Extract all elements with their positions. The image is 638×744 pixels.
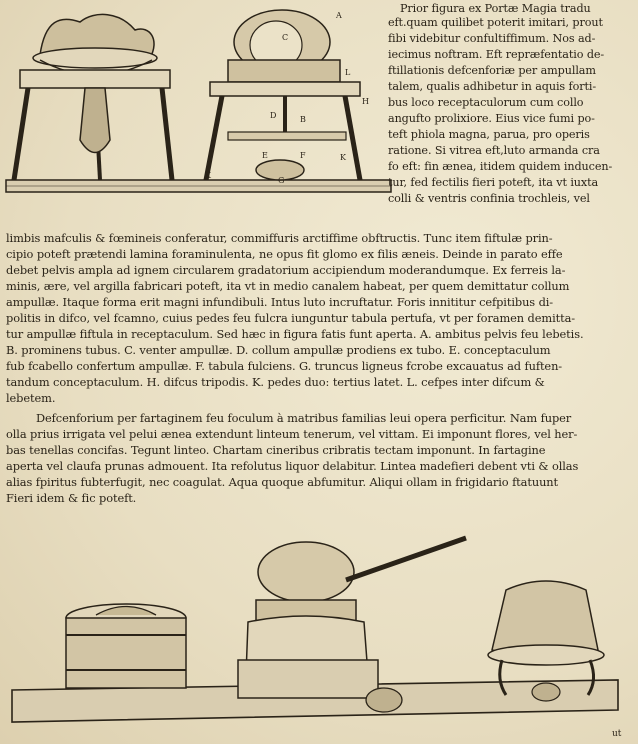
bottom-woodcut-figure — [6, 510, 626, 742]
text-line: fub fcabello confertum ampullæ. F. tabula fulciens. G. truncus ligneus fcrobe excauatus ad fuften- — [6, 359, 563, 373]
text-line: limbis mafculis & fœmineis conferatur, commiffuris arctiffime obftructis. Tunc item fiftulæ prin- — [6, 231, 553, 245]
text-line: tur ampullæ fiftula in receptaculum. Sed hæc in figura fatis funt aperta. A. ambitus pelvis feu lebetis. — [6, 327, 584, 341]
label-K: K — [205, 171, 211, 180]
text-line: debet pelvis ampla ad ignem circularem gradatorium accipiendum moderandumque. Ex ferreis la- — [6, 263, 566, 277]
text-line: alias fpiritus fubterfugit, nec coagulat. Aqua quoque abfumitur. Aliqui ollam in frigidario ftatuunt — [6, 475, 559, 489]
label-H: H — [362, 97, 369, 106]
label-L: L — [345, 68, 351, 77]
text-line: tur, fed fectilis fieri poteft, ita vt iuxta — [388, 176, 599, 189]
text-line: bus loco receptaculorum cum collo — [388, 96, 584, 109]
text-line: Prior figura ex Portæ Magia tradu — [400, 2, 591, 15]
label-F: F — [300, 151, 306, 160]
text-line: cipio poteft prætendi lamina foraminulenta, ne opus fit glomo ex filis æneis. Deinde in parato effe — [6, 247, 563, 261]
text-line: ampullæ. Itaque forma erit magni infundibuli. Intus luto incruftatur. Foris innititur cefpitibus di- — [6, 295, 554, 309]
label-B: B — [300, 115, 306, 124]
text-line: lebetem. — [6, 391, 56, 405]
label-C: C — [282, 33, 289, 42]
text-line: Defcenforium per fartaginem feu foculum à matribus familias leui opera perficitur. Nam fuper — [36, 411, 572, 425]
text-line: aperta vel claufa prunas admouent. Ita refolutus liquor delabitur. Lintea madefieri debent vti & ollas — [6, 459, 579, 473]
text-line: ftillationis defcenforiæ per ampullam — [388, 64, 596, 77]
text-line: angufto prolixiore. Eius vice fumi po- — [388, 112, 595, 125]
label-K2: K — [340, 153, 346, 162]
text-line: tandum conceptaculum. H. difcus tripodis. K. pedes duo: tertius latet. L. cefpes inter difcum & — [6, 375, 545, 389]
text-line: Fieri idem & fic poteft. — [6, 491, 137, 505]
text-line: eft.quam quilibet poterit imitari, prout — [388, 16, 603, 29]
text-line: talem, qualis adhibetur in aquis forti- — [388, 80, 597, 93]
label-G: G — [278, 176, 285, 185]
top-woodcut-figure — [0, 0, 400, 228]
footer-fragment: ut — [612, 729, 622, 739]
text-line: olla prius irrigata vel pelui ænea extendunt linteum tenerum, vel vittam. Ei imponunt flores, vel her- — [6, 427, 578, 441]
text-line: politis in difco, vel fcamno, cuius pedes feu fulcra iunguntur tabula pertufa, vt per foramen demitta- — [6, 311, 576, 325]
text-line: colli & ventris confinia trochleis, vel — [388, 192, 590, 205]
label-E: E — [262, 151, 268, 160]
label-D: D — [270, 111, 277, 120]
text-line: teft phiola magna, parua, pro operis — [388, 128, 590, 141]
text-line: minis, ære, vel argilla fabricari poteft, ita vt in medio canalem habeat, per quem demittatur collum — [6, 279, 570, 293]
text-line: ratione. Si vitrea eft,luto armanda cra — [388, 144, 600, 157]
label-A: A — [336, 11, 342, 20]
text-line: iecimus noftram. Eft repræfentatio de- — [388, 48, 605, 61]
text-line: fo eft: fin ænea, itidem quidem inducen- — [388, 160, 613, 173]
text-line: B. prominens tubus. C. venter ampullæ. D. collum ampullæ prodiens ex tubo. E. conceptaculum — [6, 343, 551, 357]
text-line: bas tenellas concifas. Tegunt linteo. Chartam cineribus cribratis tectam imponunt. In fartagine — [6, 443, 546, 457]
text-line: fibi videbitur confultiffimum. Nos ad- — [388, 32, 596, 45]
